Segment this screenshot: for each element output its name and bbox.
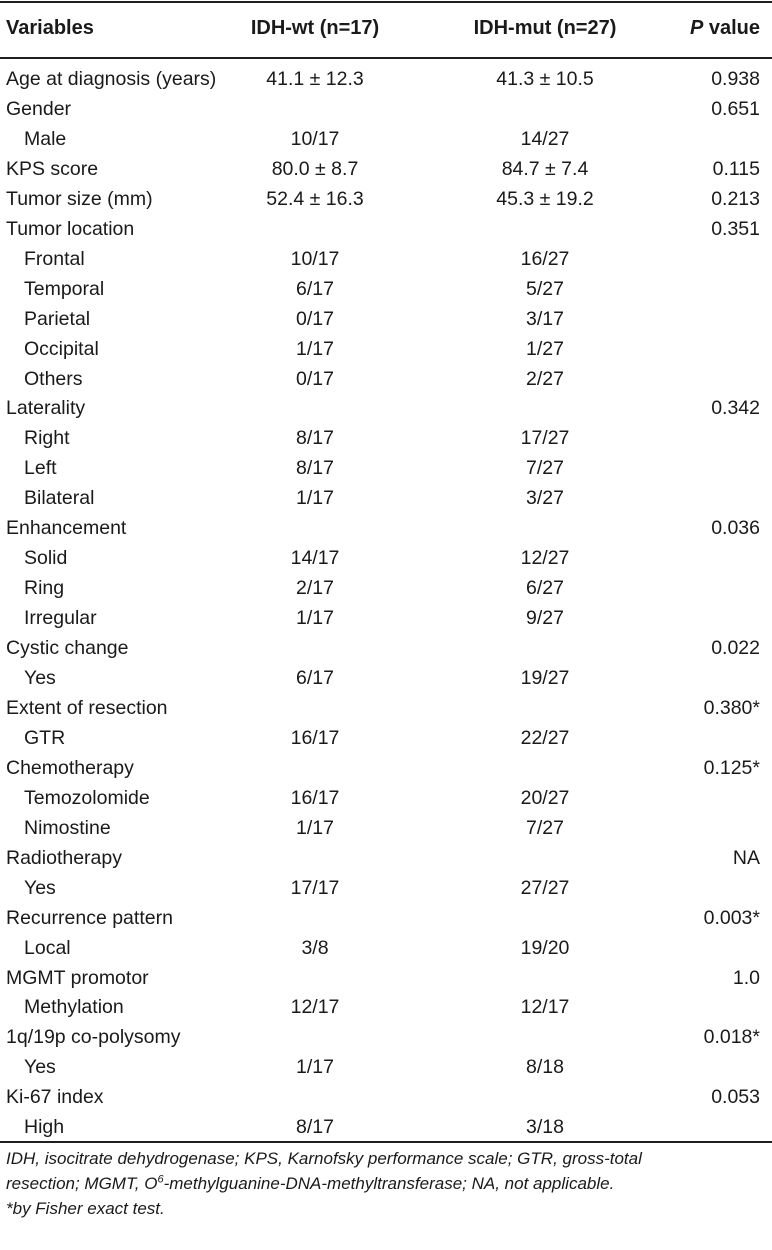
cell-idh-mut: 20/27: [520, 786, 570, 809]
table-row: [0, 483, 772, 513]
cell-idh-mut: 19/27: [520, 667, 570, 689]
cell-idh-wt: 1/17: [296, 607, 334, 630]
cell-idh-mut: 84.7 ± 7.4: [501, 157, 589, 180]
cell-idh-mut: 5/27: [526, 277, 564, 300]
footnote-line-2: [6, 1172, 766, 1196]
cell-idh-mut: 8/18: [526, 1056, 564, 1079]
cell-idh-mut: 7/27: [526, 457, 564, 480]
cell-idh-wt: 8/17: [296, 427, 334, 450]
cell-idh-mut: 3/27: [526, 487, 564, 510]
cell-idh-mut: 6/27: [526, 577, 564, 600]
table-row: [0, 813, 772, 843]
cell-variable: Recurrence pattern: [6, 906, 173, 929]
cell-variable: Gender: [6, 97, 72, 120]
cell-idh-mut: 45.3 ± 19.2: [496, 187, 594, 210]
table-row: [0, 214, 772, 244]
footnote-superscript: 6: [157, 1173, 164, 1186]
table-row: [0, 783, 772, 813]
cell-variable: Others: [24, 367, 83, 390]
table-row: [0, 94, 772, 124]
cell-p-value: 0.351: [711, 217, 760, 240]
cell-p-value: 0.651: [711, 97, 760, 120]
table-row: [0, 903, 772, 933]
table-row: [0, 364, 772, 394]
table-row: [0, 274, 772, 304]
table-header-rule: [0, 57, 772, 59]
cell-variable: Parietal: [24, 307, 91, 330]
table-row: [0, 154, 772, 184]
table-row: [0, 393, 772, 423]
cell-p-value: 0.125*: [703, 756, 760, 779]
cell-variable: Radiotherapy: [6, 846, 122, 869]
cell-idh-mut: 19/20: [520, 936, 570, 959]
table-row: [0, 124, 772, 154]
cell-variable: Solid: [24, 547, 68, 570]
cell-idh-mut: 16/27: [520, 247, 570, 270]
cell-idh-mut: 17/27: [520, 427, 570, 450]
cell-idh-wt: 1/17: [296, 1056, 334, 1079]
cell-variable: Methylation: [24, 996, 124, 1019]
table-row: [0, 423, 772, 453]
cell-idh-wt: 1/17: [296, 337, 334, 360]
cell-p-value: 0.003*: [703, 906, 760, 929]
table-row: [0, 334, 772, 364]
table-row: [0, 723, 772, 753]
header-variables: Variables: [6, 17, 94, 39]
cell-variable: Right: [24, 427, 70, 450]
cell-idh-wt: 0/17: [296, 367, 334, 390]
table-row: [0, 1112, 772, 1142]
table-row: [0, 603, 772, 633]
cell-idh-wt: 2/17: [296, 577, 334, 600]
cell-idh-mut: 27/27: [520, 876, 570, 899]
table-row: [0, 633, 772, 663]
cell-variable: Bilateral: [24, 487, 95, 510]
cell-p-value: 0.022: [711, 637, 760, 660]
cell-variable: Extent of resection: [6, 696, 168, 719]
cell-variable: Yes: [24, 667, 56, 689]
table-row: [0, 184, 772, 214]
cell-variable: Local: [24, 936, 71, 959]
cell-variable: Chemotherapy: [6, 756, 134, 779]
cell-idh-wt: 16/17: [290, 786, 340, 809]
cell-p-value: 0.053: [711, 1086, 760, 1109]
table-row: [0, 753, 772, 783]
cell-variable: Irregular: [24, 607, 97, 630]
cell-variable: MGMT promotor: [6, 966, 149, 989]
table-row: [0, 453, 772, 483]
cell-idh-mut: 12/17: [520, 996, 570, 1019]
cell-idh-wt: 10/17: [290, 127, 340, 150]
cell-idh-wt: 1/17: [296, 816, 334, 839]
table-row: [0, 244, 772, 274]
cell-p-value: 0.380*: [703, 696, 760, 719]
cell-idh-mut: 22/27: [520, 726, 570, 749]
cell-idh-wt: 17/17: [290, 876, 340, 899]
table-row: [0, 304, 772, 334]
table-row: [0, 1082, 772, 1112]
cell-idh-mut: 14/27: [520, 127, 570, 150]
footnote-line-2-end: -methylguanine-DNA-methyltransferase; NA, not applicable.: [163, 1174, 615, 1193]
cell-variable: Yes: [24, 1056, 56, 1079]
cell-variable: 1q/19p co-polysomy: [6, 1026, 181, 1049]
table-row: [0, 992, 772, 1022]
cell-variable: Temozolomide: [24, 786, 150, 809]
cell-variable: Nimostine: [24, 816, 111, 839]
cell-p-value: 0.938: [711, 68, 760, 90]
table-row: [0, 843, 772, 873]
footnote-line-1: IDH, isocitrate dehydrogenase; KPS, Karnofsky performance scale; GTR, gross-total: [6, 1149, 642, 1168]
header-p-letter: P: [689, 17, 704, 39]
cell-idh-mut: 9/27: [526, 607, 564, 630]
cell-idh-wt: 1/17: [296, 487, 334, 510]
cell-idh-mut: 3/17: [526, 307, 564, 330]
cell-p-value: 0.213: [711, 187, 760, 210]
footnote-line-3: *by Fisher exact test.: [6, 1199, 165, 1218]
cell-idh-wt: 0/17: [296, 307, 334, 330]
cell-p-value: 1.0: [732, 966, 760, 989]
cell-idh-wt: 80.0 ± 8.7: [271, 157, 359, 180]
table-top-rule: [0, 1, 772, 3]
cell-idh-wt: 14/17: [290, 547, 340, 570]
cell-variable: KPS score: [6, 157, 99, 180]
table-row: [0, 663, 772, 693]
cell-idh-mut: 2/27: [526, 367, 564, 390]
header-p-word: value: [703, 17, 760, 39]
cell-variable: Ki-67 index: [6, 1086, 104, 1109]
cell-idh-mut: 7/27: [526, 816, 564, 839]
table-row: [0, 1022, 772, 1052]
cell-variable: Temporal: [24, 277, 105, 300]
cell-idh-wt: 6/17: [296, 667, 334, 689]
cell-p-value: 0.342: [711, 397, 760, 420]
cell-p-value: 0.115: [712, 157, 760, 180]
cell-variable: Cystic change: [6, 637, 129, 660]
cell-idh-mut: 12/27: [520, 547, 570, 570]
cell-variable: GTR: [24, 726, 66, 749]
header-p-value: [690, 8, 760, 48]
cell-idh-wt: 41.1 ± 12.3: [266, 68, 364, 90]
cell-p-value: 0.018*: [703, 1026, 760, 1049]
cell-variable: Yes: [24, 876, 56, 899]
table-bottom-rule: [0, 1141, 772, 1143]
cell-idh-mut: 3/18: [526, 1116, 564, 1139]
table-row: [0, 513, 772, 543]
header-idh-wt: IDH-wt (n=17): [250, 17, 380, 39]
cell-variable: Laterality: [6, 397, 86, 420]
table-row: [0, 1052, 772, 1082]
cell-p-value: NA: [732, 846, 760, 869]
cell-idh-mut: 41.3 ± 10.5: [496, 68, 594, 90]
cell-idh-mut: 1/27: [526, 337, 564, 360]
table-header-row: [0, 8, 772, 48]
cell-idh-wt: 6/17: [296, 277, 334, 300]
cell-idh-wt: 8/17: [296, 457, 334, 480]
table-row: [0, 693, 772, 723]
cell-variable: Left: [24, 457, 57, 480]
cell-variable: Frontal: [24, 247, 85, 270]
table-row: [0, 573, 772, 603]
table-row: [0, 873, 772, 903]
cell-variable: Enhancement: [6, 517, 127, 540]
table-row: [0, 933, 772, 963]
cell-variable: High: [24, 1116, 65, 1139]
cell-idh-wt: 16/17: [290, 726, 340, 749]
cell-p-value: 0.036: [711, 517, 760, 540]
cell-idh-wt: 8/17: [296, 1116, 334, 1139]
cell-idh-wt: 12/17: [290, 996, 340, 1019]
cell-variable: Ring: [24, 577, 65, 600]
cell-idh-wt: 52.4 ± 16.3: [266, 187, 364, 210]
cell-variable: Age at diagnosis (years): [6, 68, 217, 90]
footnote-line-2-start: resection; MGMT, O: [6, 1174, 158, 1193]
table-row: [0, 64, 772, 94]
cell-variable: Occipital: [24, 337, 99, 360]
cell-variable: Tumor location: [6, 217, 135, 240]
cell-variable: Tumor size (mm): [6, 187, 153, 210]
cell-idh-wt: 3/8: [301, 936, 329, 959]
cell-variable: Male: [24, 127, 67, 150]
cell-idh-wt: 10/17: [290, 247, 340, 270]
table-row: [0, 543, 772, 573]
header-idh-mut: IDH-mut (n=27): [473, 17, 617, 39]
table-row: [0, 963, 772, 993]
